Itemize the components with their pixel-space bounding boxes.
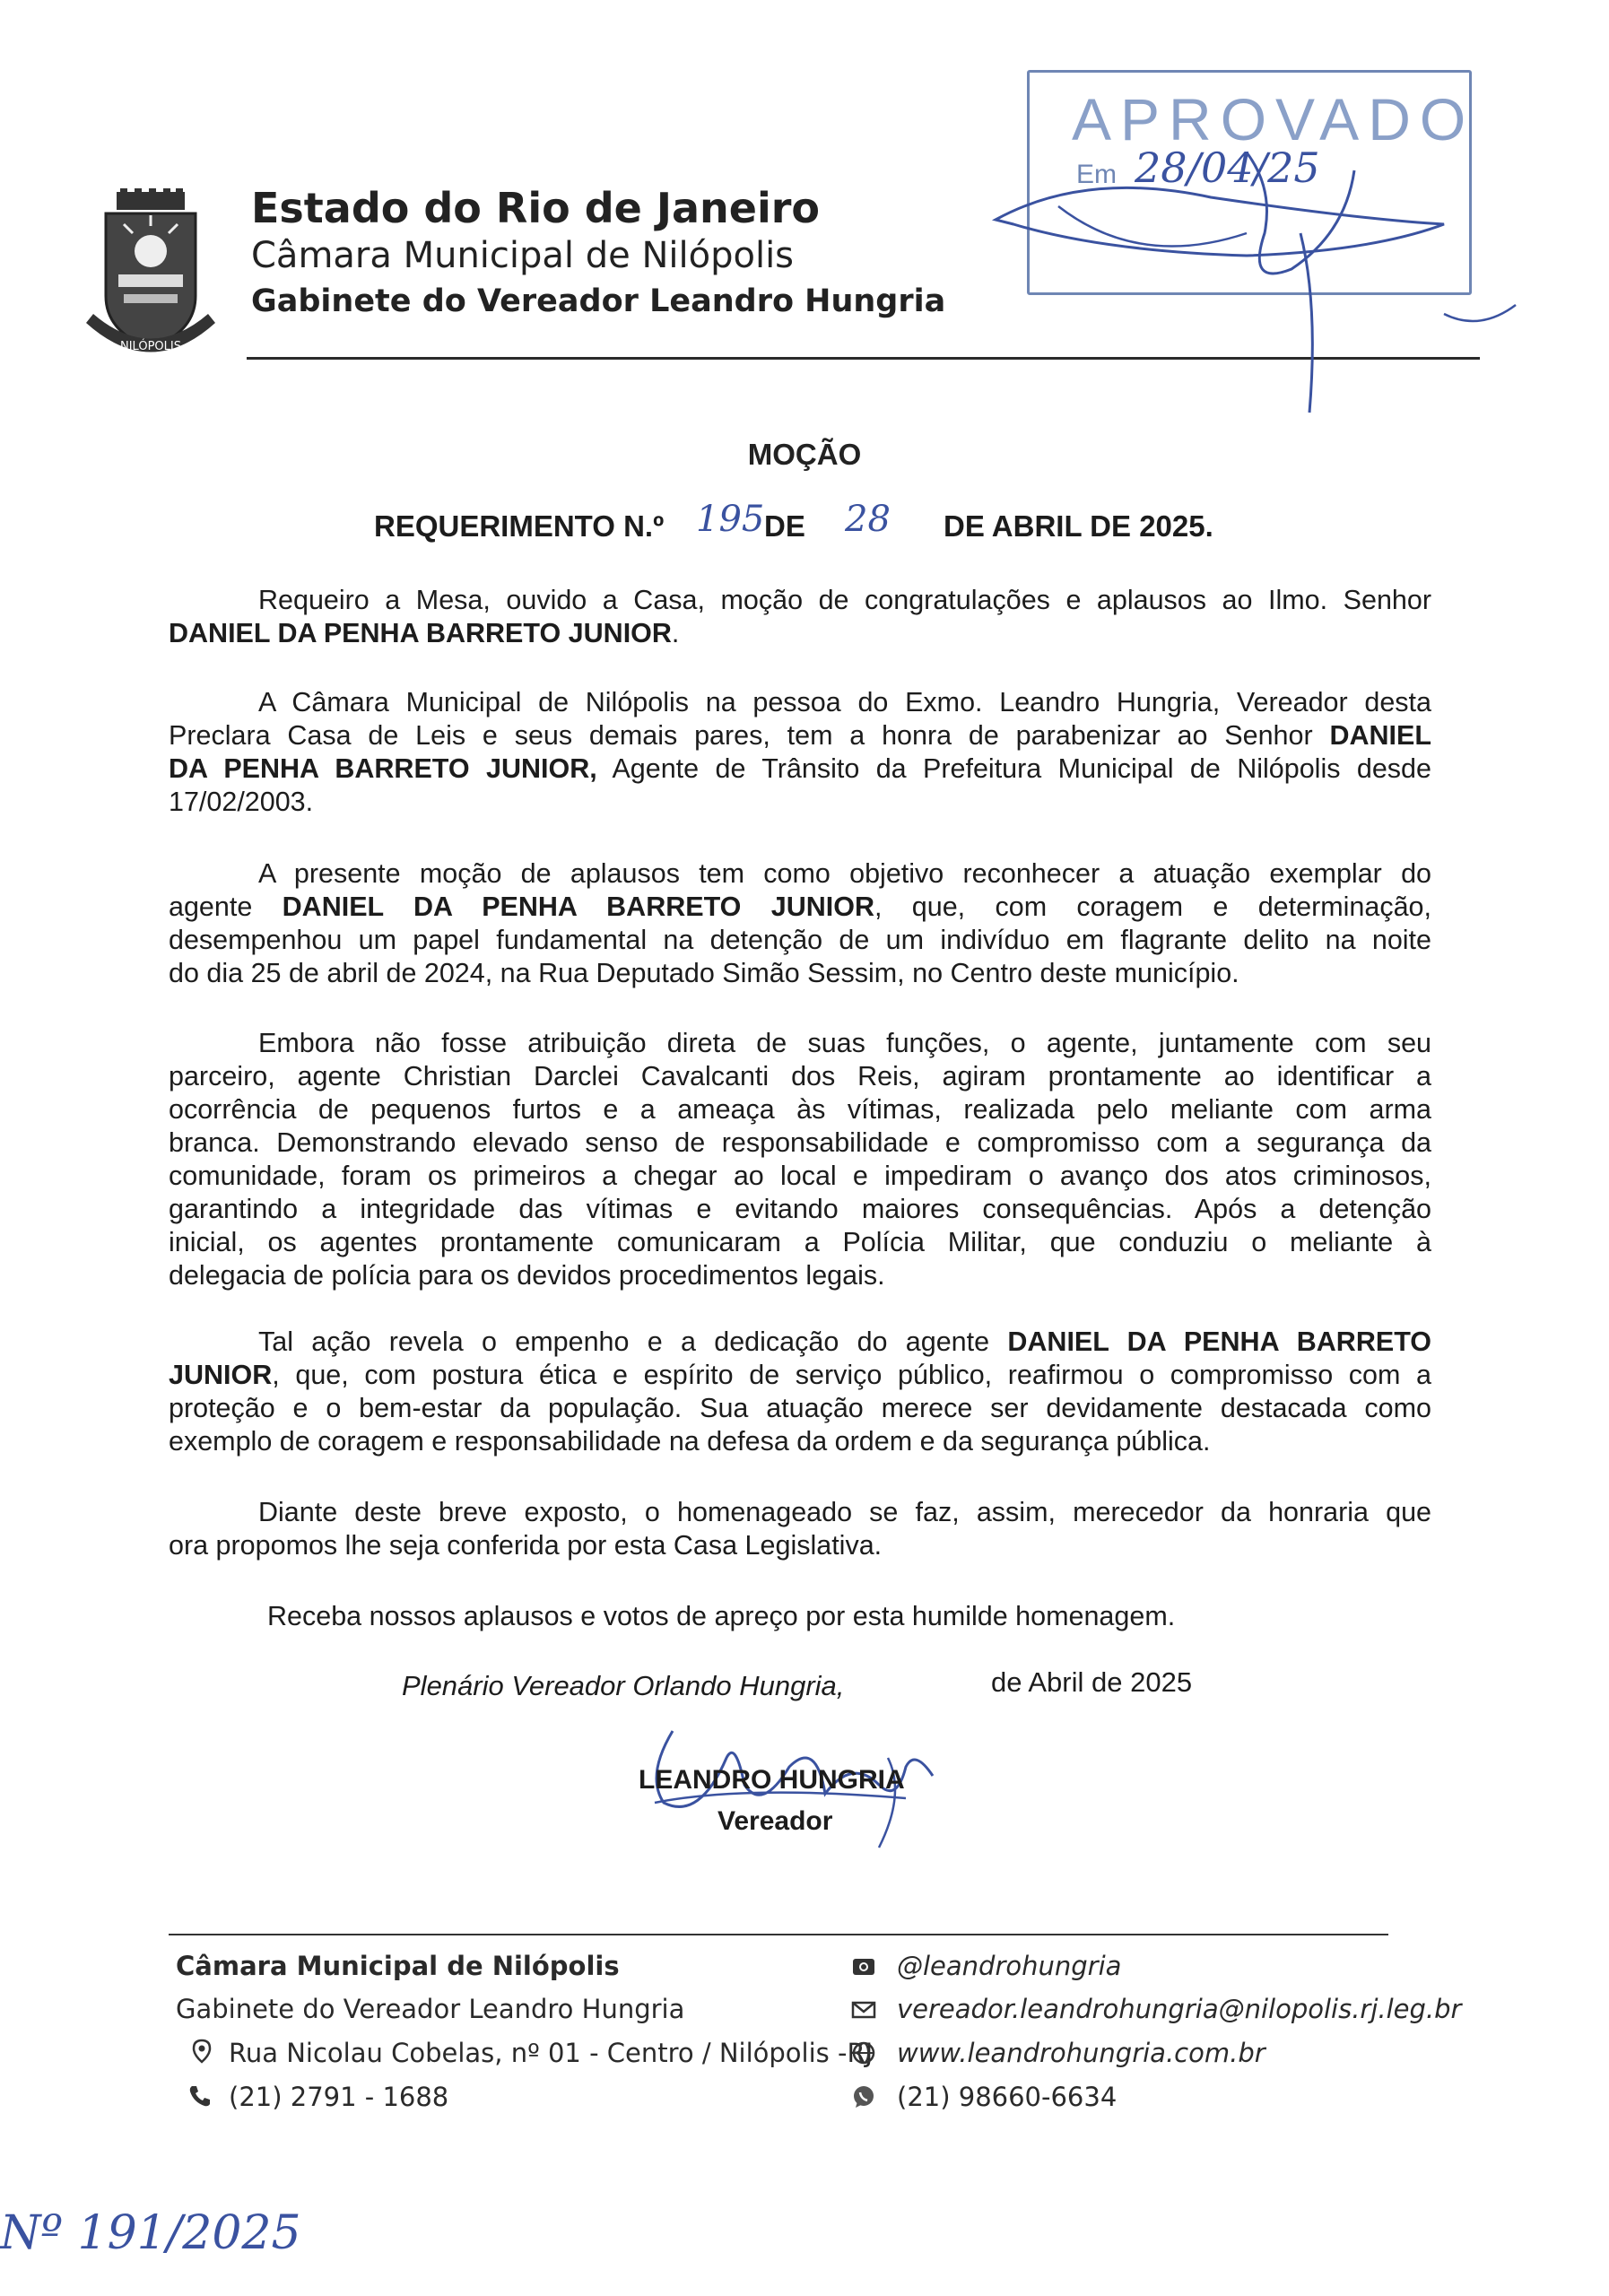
footer-website[interactable]: www.leandrohungria.com.br (897, 2038, 1265, 2068)
p2-line-1: A Câmara Municipal de Nilópolis na pessoa do Exmo. Leandro Hungria, Vereador desta (258, 687, 1431, 718)
p4-line-4: branca. Demonstrando elevado senso de responsabilidade e compromisso com a segurança da (169, 1127, 1431, 1158)
stamp-em-label: Em (1076, 160, 1117, 189)
paragraph-1 (169, 584, 1431, 650)
header-office: Gabinete do Vereador Leandro Hungria (251, 283, 946, 319)
p4-line-2: parceiro, agente Christian Darclei Cavalcanti dos Reis, agiram prontamente ao identificar a (169, 1061, 1431, 1091)
p4-line-1: Embora não fosse atribuição direta de suas funções, o agente, juntamente com seu (258, 1028, 1431, 1058)
p2-name-b: DA PENHA BARRETO JUNIOR, (169, 753, 597, 784)
p4-line-7: inicial, os agentes prontamente comunicaram a Polícia Militar, que conduziu o meliante à (169, 1227, 1431, 1257)
footer-divider (169, 1934, 1388, 1935)
p2-line-4: 17/02/2003. (169, 787, 314, 817)
closing-place: Plenário Vereador Orlando Hungria, (402, 1670, 845, 1701)
footer-phone[interactable]: (21) 2791 - 1688 (229, 2082, 449, 2112)
p3-name: DANIEL DA PENHA BARRETO JUNIOR (282, 891, 874, 922)
p2-line-2 (169, 719, 1431, 752)
footer-office: Gabinete do Vereador Leandro Hungria (176, 1994, 685, 2024)
p5-name-a: DANIEL DA PENHA BARRETO (1007, 1326, 1431, 1357)
paragraph-4 (169, 1027, 1431, 1292)
request-day: 28 (845, 499, 891, 540)
p5-line-3: proteção e o bem-estar da população. Sua atuação merece ser devidamente destacada como (169, 1393, 1431, 1423)
p3-agente: agente (169, 891, 253, 922)
p5-line-2-text: , que, com postura ética e espírito de serviço público, reafirmou o compromisso com a (272, 1360, 1431, 1390)
crest-text: NILÓPOLIS (120, 340, 181, 353)
closing-date: de Abril de 2025 (991, 1666, 1193, 1698)
signer-name: LEANDRO HUNGRIA (639, 1765, 905, 1795)
footer-email[interactable]: vereador.leandrohungria@nilopolis.rj.leg.br (897, 1994, 1462, 2024)
document-title: MOÇÃO (747, 438, 862, 471)
p6-line-1: Diante deste breve exposto, o homenageado se faz, assim, merecedor da honraria que (258, 1497, 1431, 1527)
email-icon (850, 1996, 877, 2023)
paragraph-7: Receba nossos aplausos e votos de apreço por esta humilde homenagem. (267, 1601, 1176, 1631)
request-label: REQUERIMENTO N.º (374, 509, 665, 543)
stamp-word: APROVADO (1072, 86, 1475, 152)
p5-line-2 (169, 1359, 1431, 1392)
p1-line-2 (169, 617, 1431, 650)
p3-line-1: A presente moção de aplausos tem como objetivo reconhecer a atuação exemplar do (258, 858, 1431, 889)
p6-line-2: ora propomos lhe seja conferida por esta Casa Legislativa. (169, 1530, 883, 1561)
signer-role: Vereador (718, 1806, 833, 1836)
p4-line-8: delegacia de polícia para os devidos procedimentos legais. (169, 1260, 885, 1291)
paragraph-5 (169, 1326, 1431, 1458)
p3-line-3: desempenhou um papel fundamental na detenção de um indivíduo em flagrante delito na noite (169, 925, 1431, 955)
honoree-name: DANIEL DA PENHA BARRETO JUNIOR (169, 618, 672, 648)
p4-line-3: ocorrência de pequenos furtos e a ameaça às vítimas, realizada pelo meliante com arma (169, 1094, 1431, 1125)
header-chamber-subtitle: Câmara Municipal de Nilópolis (251, 235, 795, 276)
globe-icon (850, 2039, 877, 2066)
p5-line-1-text: Tal ação revela o empenho e a dedicação do agente (258, 1326, 990, 1357)
whatsapp-icon (850, 2083, 877, 2110)
p2-name-a: DANIEL (1329, 720, 1431, 751)
paragraph-3 (169, 857, 1431, 990)
p2-line-3-text: Agente de Trânsito da Prefeitura Municipal de Nilópolis desde (612, 753, 1431, 784)
p2-line-2-text: Preclara Casa de Leis e seus demais pares, tem a honra de parabenizar ao Senhor (169, 720, 1313, 751)
p5-name-b: JUNIOR (169, 1360, 273, 1390)
stamp-handwritten-date: 28/04/25 (1135, 144, 1320, 192)
location-pin-icon (188, 2038, 215, 2065)
p5-line-1 (169, 1326, 1431, 1359)
footer-address: Rua Nicolau Cobelas, nº 01 - Centro / Nilópolis -RJ (229, 2038, 874, 2068)
request-month-year: DE ABRIL DE 2025. (944, 509, 1213, 543)
p2-line-3 (169, 752, 1431, 786)
p1-period: . (671, 618, 680, 648)
request-number: 195 (696, 499, 765, 540)
municipal-crest-icon (79, 188, 222, 368)
p3-line-4: do dia 25 de abril de 2024, na Rua Deputado Simão Sessim, no Centro deste município. (169, 958, 1239, 988)
footer-org: Câmara Municipal de Nilópolis (176, 1951, 620, 1981)
phone-icon (187, 2083, 213, 2109)
footer-whatsapp[interactable]: (21) 98660-6634 (897, 2082, 1118, 2112)
handwritten-annotation: Nº 191/2025 (0, 2206, 301, 2260)
p4-line-5: comunidade, foram os primeiros a chegar ao local e impediram o avanço dos atos criminosos, (169, 1161, 1431, 1191)
instagram-icon (850, 1953, 877, 1980)
header-state-title: Estado do Rio de Janeiro (251, 184, 821, 232)
request-de: DE (764, 509, 805, 543)
stamp-signature (978, 135, 1534, 422)
paragraph-6 (169, 1496, 1431, 1562)
paragraph-2 (169, 686, 1431, 819)
p3-line-2-text: , que, com coragem e determinação, (874, 891, 1431, 922)
p4-line-6: garantindo a integridade das vítimas e evitando maiores consequências. Após a detenção (169, 1194, 1431, 1224)
p1-line-1: Requeiro a Mesa, ouvido a Casa, moção de congratulações e aplausos ao Ilmo. Senhor (258, 585, 1431, 615)
p3-line-2 (169, 891, 1431, 924)
footer-instagram[interactable]: @leandrohungria (897, 1951, 1122, 1981)
p5-line-4: exemplo de coragem e responsabilidade na defesa da ordem e da segurança pública. (169, 1426, 1211, 1457)
